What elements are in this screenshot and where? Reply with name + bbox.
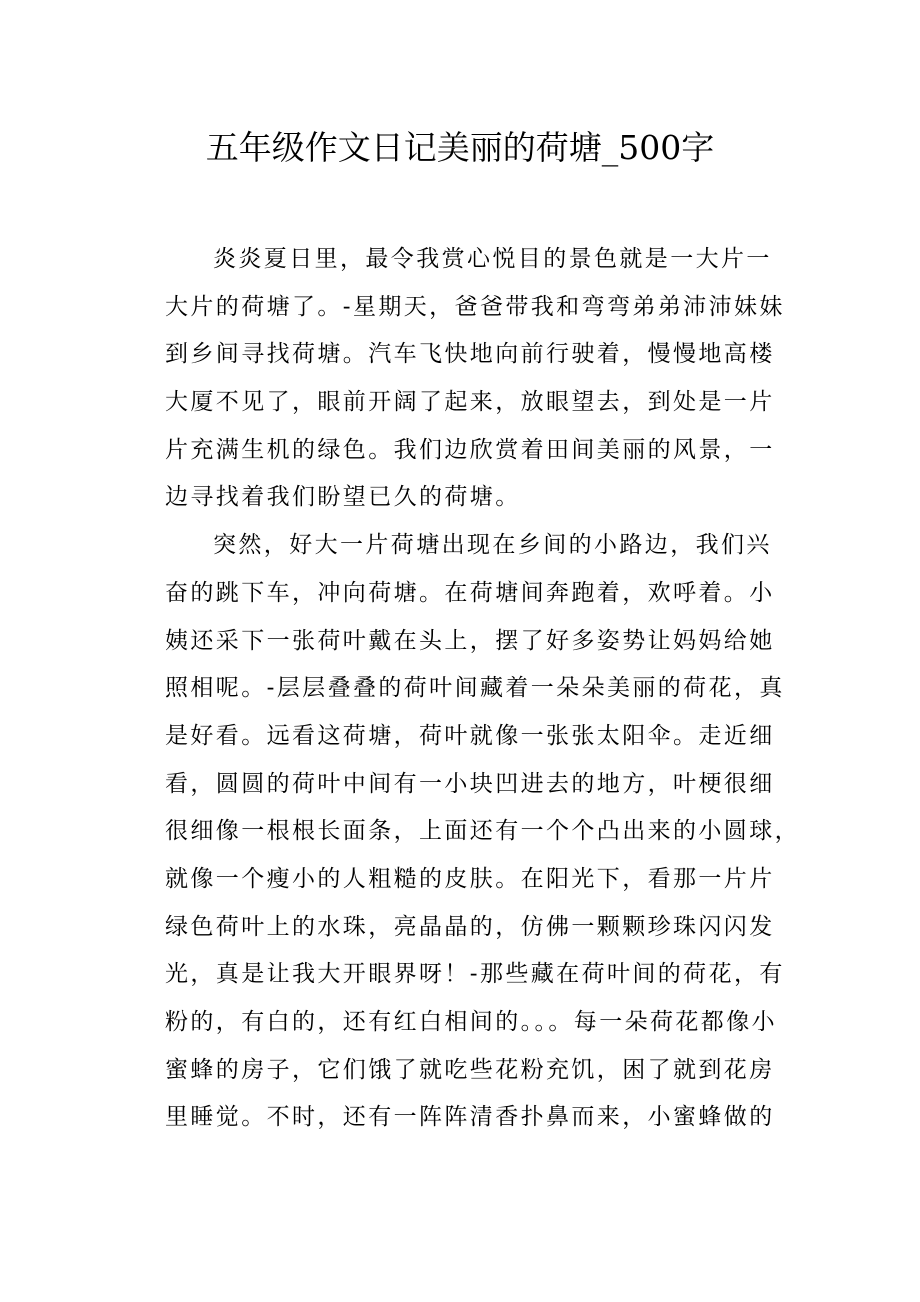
text-line: 到乡间寻找荷塘。汽车飞快地向前行驶着，慢慢地高楼	[165, 341, 775, 368]
paragraph-2	[165, 522, 800, 1142]
text-line: 突然，好大一片荷塘出现在乡间的小路边，我们兴	[213, 532, 772, 559]
text-line: 奋的跳下车，冲向荷塘。在荷塘间奔跑着，欢呼着。小	[165, 579, 775, 606]
text-line: 绿色荷叶上的水珠，亮晶晶的，仿佛一颗颗珍珠闪闪发	[165, 913, 775, 940]
text-line: 边寻找着我们盼望已久的荷塘。	[165, 484, 521, 511]
text-line: 炎炎夏日里，最令我赏心悦目的景色就是一大片一	[213, 246, 772, 272]
text-line: 大片的荷塘了。-星期天，爸爸带我和弯弯弟弟沛沛妹妹	[165, 293, 785, 320]
text-line: 光，真是让我大开眼界呀！-那些藏在荷叶间的荷花，有	[165, 961, 785, 988]
paragraph-1	[165, 236, 785, 522]
text-line: 姨还采下一张荷叶戴在头上，摆了好多姿势让妈妈给她	[165, 627, 775, 654]
text-line: 很细像一根根长面条，上面还有一个个凸出来的小圆球，	[165, 818, 800, 845]
text-line: 照相呢。-层层叠叠的荷叶间藏着一朵朵美丽的荷花，真	[165, 675, 785, 702]
text-line: 看，圆圆的荷叶中间有一小块凹进去的地方，叶梗很细	[165, 770, 775, 797]
text-line: 是好看。远看这荷塘，荷叶就像一张张太阳伞。走近细	[165, 722, 775, 749]
text-line: 就像一个瘦小的人粗糙的皮肤。在阳光下，看那一片片	[165, 865, 775, 892]
text-line: 蜜蜂的房子，它们饿了就吃些花粉充饥，困了就到花房	[165, 1056, 775, 1083]
document-title: 五年级作文日记美丽的荷塘_500字	[205, 128, 715, 167]
document-body	[165, 236, 800, 1142]
text-line: 片充满生机的绿色。我们边欣赏着田间美丽的风景，一	[165, 436, 775, 463]
text-line: 粉的，有白的，还有红白相间的。。。每一朵荷花都像小	[165, 1009, 777, 1035]
text-line: 大厦不见了，眼前开阔了起来，放眼望去，到处是一片	[165, 389, 775, 416]
text-line: 里睡觉。不时，还有一阵阵清香扑鼻而来，小蜜蜂做的	[165, 1104, 775, 1131]
